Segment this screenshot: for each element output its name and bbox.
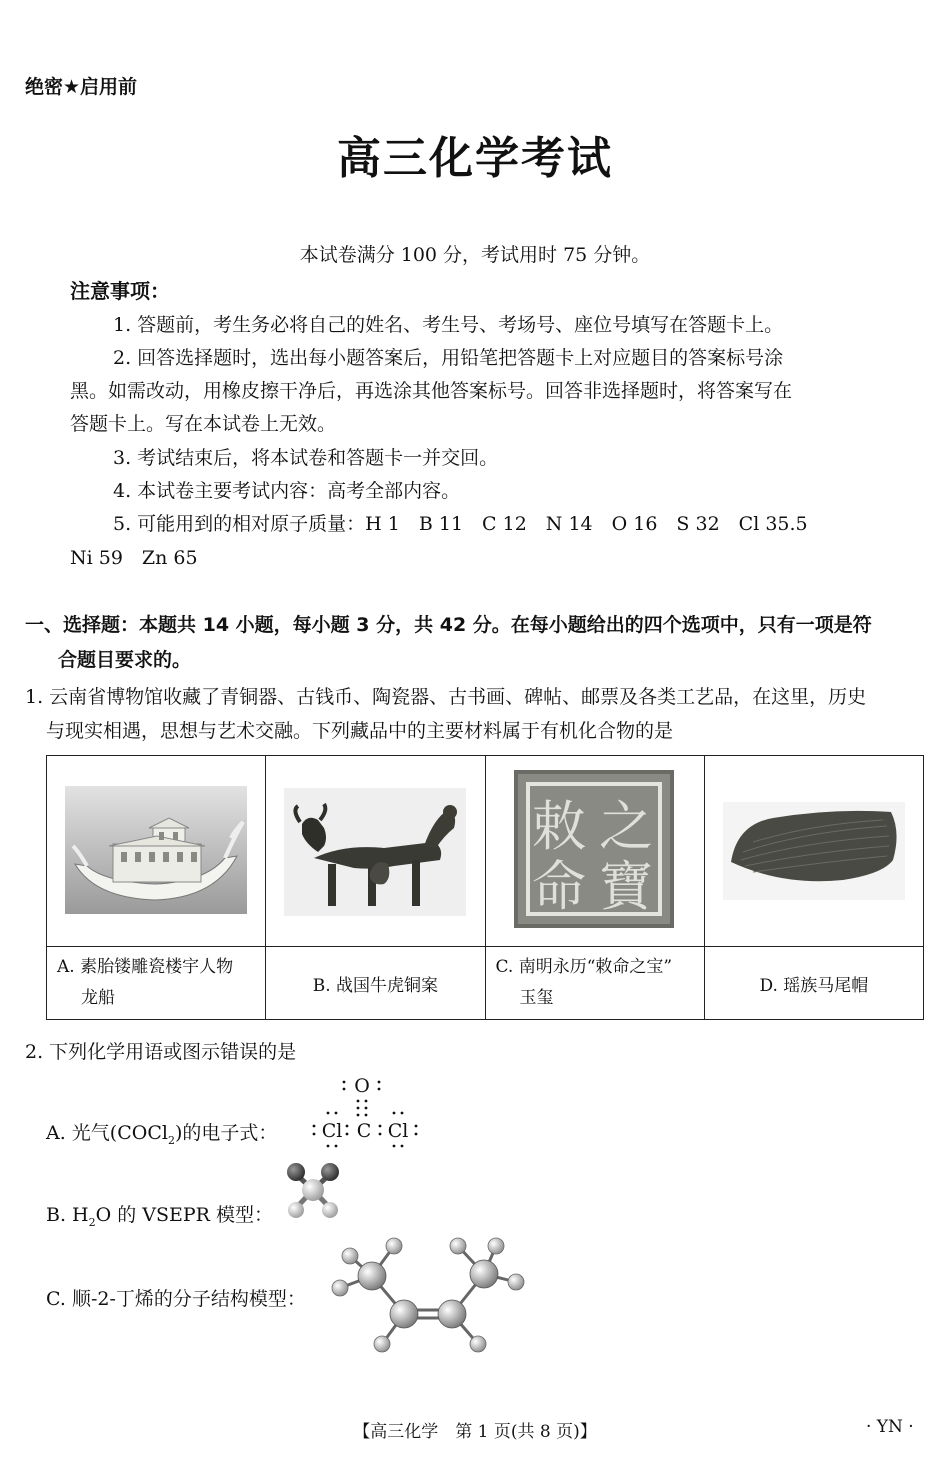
option-c-image-cell bbox=[485, 756, 704, 947]
question-2-option-a bbox=[46, 1118, 277, 1147]
option-d-caption: D. 瑶族马尾帽 bbox=[704, 947, 923, 1020]
option-a-text: A. 光气(COCl bbox=[46, 1122, 168, 1144]
option-a-label: A. 素胎镂雕瓷楼宇人物 bbox=[57, 957, 234, 977]
option-a-text-tail: )的电子式： bbox=[174, 1122, 278, 1144]
carbon-symbol: C bbox=[356, 1120, 372, 1142]
option-c-label: C. 南明永历“敕命之宝” bbox=[495, 957, 673, 977]
notice-line: Ni 59 Zn 65 bbox=[70, 547, 198, 569]
cis-2-butene-ball-stick-model bbox=[328, 1232, 528, 1360]
confidential-label: 绝密★启用前 bbox=[25, 76, 138, 98]
seal-character: 敕 bbox=[531, 795, 586, 858]
bronze-ox-tiger-table-image bbox=[284, 788, 466, 916]
seal-character: 命 bbox=[531, 855, 586, 918]
notice-line: 3. 考试结束后，将本试卷和答题卡一并交回。 bbox=[113, 447, 499, 469]
notice-line: 答题卡上。写在本试卷上无效。 bbox=[70, 413, 337, 435]
section-heading-cont: 合题目要求的。 bbox=[58, 649, 192, 671]
seal-character: 之 bbox=[598, 795, 653, 858]
option-a-image-cell bbox=[47, 756, 266, 947]
option-a-label-cont: 龙船 bbox=[81, 988, 115, 1008]
water-vsepr-model bbox=[280, 1160, 346, 1222]
section-heading: 一、选择题：本题共 14 小题，每小题 3 分，共 42 分。在每小题给出的四个选项中，只有一项是符 bbox=[25, 614, 872, 636]
notice-heading: 注意事项： bbox=[70, 279, 170, 303]
porcelain-dragon-boat-image bbox=[65, 786, 247, 914]
option-b-caption: B. 战国牛虎铜案 bbox=[266, 947, 485, 1020]
question-1-stem-cont: 与现实相遇，思想与艺术交融。下列藏品中的主要材料属于有机化合物的是 bbox=[46, 720, 674, 742]
option-b-text-tail: O 的 VSEPR 模型： bbox=[95, 1204, 274, 1226]
option-a-caption bbox=[47, 947, 266, 1020]
question-2-option-c: C. 顺-2-丁烯的分子结构模型： bbox=[46, 1288, 306, 1310]
notice-line: 4. 本试卷主要考试内容：高考全部内容。 bbox=[113, 480, 461, 502]
oxygen-symbol: O bbox=[354, 1075, 370, 1097]
chlorine-symbol: Cl bbox=[387, 1120, 409, 1142]
option-b-image-cell bbox=[266, 756, 485, 947]
jade-seal-image bbox=[514, 770, 674, 928]
horsetail-hat-image bbox=[723, 802, 905, 900]
subscript: 2 bbox=[88, 1215, 96, 1229]
chlorine-symbol: Cl bbox=[321, 1120, 343, 1142]
exam-title: 高三化学考试 bbox=[337, 133, 613, 184]
notice-line: 2. 回答选择题时，选出每小题答案后，用铅笔把答题卡上对应题目的答案标号涂 bbox=[113, 347, 784, 369]
option-b-text: B. H bbox=[46, 1204, 89, 1226]
page-footer: 【高三化学 第 1 页(共 8 页)】 bbox=[353, 1422, 597, 1442]
question-2-stem: 2. 下列化学用语或图示错误的是 bbox=[25, 1041, 297, 1063]
question-1-options-table bbox=[46, 755, 924, 1020]
option-c-caption bbox=[485, 947, 704, 1020]
notice-line: 5. 可能用到的相对原子质量：H 1 B 11 C 12 N 14 O 16 S 32 Cl 35.5 bbox=[113, 513, 808, 535]
notice-line: 黑。如需改动，用橡皮擦干净后，再选涂其他答案标号。回答非选择题时，将答案写在 bbox=[70, 380, 793, 402]
seal-character: 寶 bbox=[598, 855, 653, 918]
question-1-stem: 1. 云南省博物馆收藏了青铜器、古钱币、陶瓷器、古书画、碑帖、邮票及各类工艺品，在这里，历史 bbox=[25, 686, 867, 708]
option-d-image-cell bbox=[704, 756, 923, 947]
subscript: 2 bbox=[167, 1133, 175, 1147]
exam-intro: 本试卷满分 100 分，考试用时 75 分钟。 bbox=[299, 244, 651, 266]
exam-code: · YN · bbox=[866, 1417, 914, 1437]
option-c-label-cont: 玉玺 bbox=[519, 988, 554, 1008]
phosgene-lewis-structure bbox=[300, 1070, 430, 1150]
question-2-option-b bbox=[46, 1200, 273, 1229]
notice-line: 1. 答题前，考生务必将自己的姓名、考生号、考场号、座位号填写在答题卡上。 bbox=[113, 314, 784, 336]
